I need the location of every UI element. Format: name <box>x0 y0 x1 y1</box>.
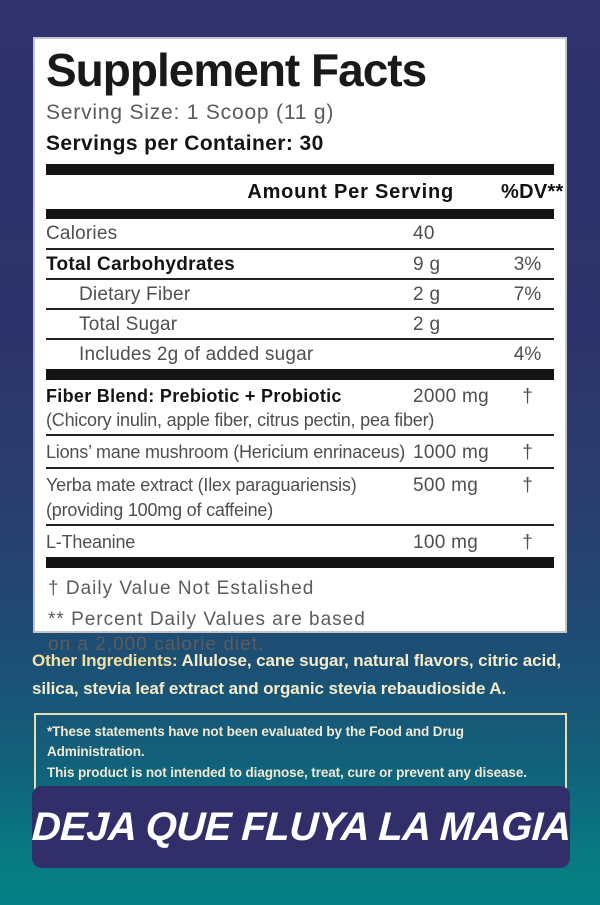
row-dv: 4% <box>513 344 542 366</box>
row-name: L-Theanine <box>46 531 136 552</box>
table-row <box>46 310 554 340</box>
row-amount: 1000 mg <box>413 442 490 464</box>
row-amount: 100 mg <box>413 531 479 553</box>
divider-bar-top <box>46 164 554 175</box>
fda-disclaimer-line2: This product is not intended to diagnose, treat, cure or prevent any disease. <box>47 764 527 780</box>
table-row <box>46 250 554 280</box>
footnotes <box>46 568 554 657</box>
table-row <box>46 380 554 436</box>
row-amount: 2000 mg <box>413 385 490 407</box>
row-name: Lions’ mane mushroom (Hericium enrinaceus) <box>46 442 406 463</box>
table-row <box>46 219 554 249</box>
table-row <box>46 340 554 368</box>
tagline-banner <box>32 786 570 868</box>
table-row <box>46 436 554 469</box>
panel-title: Supplement Facts <box>46 44 427 96</box>
fda-disclaimer-line1: *These statements have not been evaluated by the Food and Drug Administration. <box>47 724 464 760</box>
row-subtext: (Chicory inulin, apple fiber, citrus pectin, pea fiber) <box>46 410 435 430</box>
blend-rows-section <box>46 380 554 557</box>
nutrient-rows-section <box>46 219 554 368</box>
row-dv: 7% <box>513 283 542 305</box>
table-row <box>46 526 554 557</box>
tagline-text: DEJA QUE FLUYA LA MAGIA <box>30 804 572 849</box>
table-row <box>46 280 554 310</box>
row-name: Calories <box>46 223 118 245</box>
fda-disclaimer-box <box>34 713 567 793</box>
row-dv <box>501 314 554 335</box>
table-row <box>46 469 554 525</box>
supplement-facts-panel <box>33 37 567 655</box>
row-dv: † <box>522 385 533 407</box>
row-amount: 9 g <box>413 253 441 275</box>
footnote-percent-dv-line1: ** Percent Daily Values are based <box>48 609 366 631</box>
row-dv: † <box>522 531 533 553</box>
row-name: Fiber Blend: Prebiotic + Probiotic <box>46 385 342 406</box>
row-name: Includes 2g of added sugar <box>79 344 314 366</box>
table-header-row <box>46 175 564 209</box>
other-ingredients <box>32 647 572 702</box>
row-name: Dietary Fiber <box>79 283 191 305</box>
divider-bar-header <box>46 209 554 219</box>
other-ingredients-label: Other Ingredients: <box>32 651 178 670</box>
row-name: Yerba mate extract (Ilex paraguariensis) <box>46 475 357 496</box>
row-subtext: (providing 100mg of caffeine) <box>46 499 274 520</box>
divider-bar-middle <box>46 369 554 380</box>
serving-size-text: Serving Size: 1 Scoop (11 g) <box>46 100 335 124</box>
row-amount: 40 <box>413 223 435 245</box>
row-dv: † <box>522 442 533 464</box>
divider-bar-bottom <box>46 557 554 568</box>
row-name: Total Carbohydrates <box>46 253 236 275</box>
row-amount <box>413 344 501 365</box>
row-amount: 500 mg <box>413 475 479 497</box>
other-ingredients-text: Allulose, cane sugar, natural flavors, citric acid, silica, stevia leaf extract and organic stevia rebaudioside A. <box>32 651 561 698</box>
servings-per-container-text: Servings per Container: 30 <box>46 132 324 156</box>
row-dv: † <box>522 475 533 497</box>
row-amount: 2 g <box>413 314 441 336</box>
column-header-dv: %DV** <box>501 181 564 204</box>
row-dv: 3% <box>513 253 542 275</box>
row-amount: 2 g <box>413 283 441 305</box>
column-header-amount: Amount Per Serving <box>247 181 454 204</box>
footnote-daily-value: † Daily Value Not Estalished <box>48 578 315 600</box>
row-dv <box>501 223 554 244</box>
row-name: Total Sugar <box>79 314 178 336</box>
footnote-percent-dv-line2: on a 2,000 calorie diet. <box>48 633 265 655</box>
